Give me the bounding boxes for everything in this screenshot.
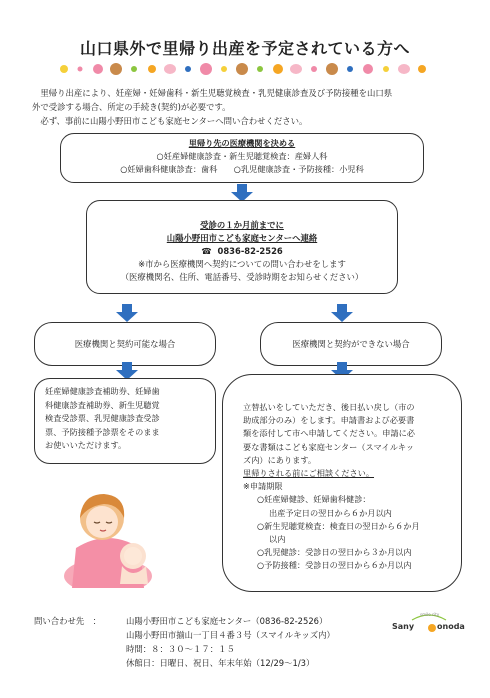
logo-text-right: onoda	[437, 622, 465, 631]
deadline-item: ○予防接種：受診日の翌日から６か月以内	[257, 560, 412, 571]
deadline-item: ○乳児健診：受診日の翌日から３か月以内	[257, 547, 412, 558]
contract-possible-info	[34, 378, 216, 464]
step2-heading-2: 山陽小野田市こども家庭センターへ連絡	[166, 233, 318, 243]
info-line: 検査受診票、乳児健康診査受診	[45, 413, 160, 423]
step1-box	[60, 133, 424, 183]
deadline-item: 以内	[269, 534, 286, 545]
step2-box	[86, 200, 398, 294]
intro-line-3: 必ず、事前に山陽小野田市こども家庭センターへ問い合わせください。	[40, 116, 308, 126]
step1-line-1: ○妊産婦健康診査・新生児聴覚検査：産婦人科	[156, 151, 328, 161]
deadline-item: ○妊産婦健診、妊婦歯科健診：	[257, 494, 371, 505]
contact-line: 山陽小野田市揃山一丁目４番３号（スマイルキッズ内）	[126, 630, 335, 640]
branch-contract-impossible: 医療機関と契約ができない場合	[260, 322, 442, 366]
decorative-border	[58, 60, 430, 78]
intro-line-1: 里帰り出産により、妊産婦・妊婦歯科・新生児聴覚検査・乳児健康診査及び予防接種を山口県	[40, 88, 393, 98]
step1-line-2: ○妊婦歯科健康診査：歯科 ○乳児健康診査・予防接種：小児科	[120, 164, 364, 174]
info-line: 立替払いをしていただき、後日払い戻し（市の	[243, 402, 415, 412]
step1-heading: 里帰り先の医療機関を決める	[188, 138, 296, 148]
info-line: 類を添付して市へ申請してください。申請に必	[243, 428, 415, 439]
page-title: 山口県外で里帰り出産を予定されている方へ	[79, 39, 410, 58]
info-line: 票、予防接種予診票をそのまま	[45, 426, 160, 437]
contact-line: 山陽小野田市こども家庭センター（0836-82-2526）	[126, 616, 328, 626]
contract-impossible-info	[222, 374, 462, 592]
arrow-down-icon	[116, 304, 138, 322]
contact-values	[126, 614, 426, 670]
intro-line-2: 外で受診する場合、所定の手続き(契約)が必要です。	[32, 102, 231, 112]
step2-note-1: ※市から医療機関へ契約についての問い合わせをします	[138, 259, 346, 269]
consult-notice: 里帰りされる前にご相談ください。	[243, 468, 375, 479]
phone-line	[87, 245, 397, 258]
contact-line: 休館日：日曜日、祝日、年末年始（12/29～1/3）	[126, 658, 315, 668]
mother-baby-illustration	[58, 488, 166, 588]
intro-text	[32, 86, 462, 128]
deadline-item: 出産予定日の翌日から６か月以内	[269, 507, 392, 518]
arrow-down-icon	[331, 304, 353, 322]
sanyo-onoda-logo	[392, 612, 466, 636]
step2-heading-1: 受診の１か月前までに	[200, 220, 284, 230]
contact-line: 時間：８：３０～１７：１５	[126, 644, 235, 654]
decoration-icons	[60, 63, 426, 75]
info-line: 科健康診査補助券、新生児聴覚	[45, 399, 160, 410]
logo-text-left: Sany	[392, 622, 415, 631]
info-line: お使いいただけます。	[45, 440, 127, 450]
deadline-item: ○新生児聴覚検査：検査日の翌日から６か月	[257, 520, 420, 531]
info-line: 妊産婦健康診査補助券、妊婦歯	[45, 386, 160, 396]
deadline-title: ※申請期限	[243, 481, 283, 492]
info-line: 要な書類はこども家庭センター（スマイルキッ	[243, 441, 415, 452]
phone-number: 0836-82-2526	[217, 246, 283, 256]
contact-label: 問い合わせ先 ：	[34, 616, 101, 626]
branch-contract-possible: 医療機関と契約可能な場合	[34, 322, 216, 366]
logo-small-text: smile city	[420, 612, 440, 617]
step2-note-2: （医療機関名、住所、電話番号、受診時期をお知らせください）	[120, 272, 364, 282]
info-line: ズ内）にあります。	[243, 454, 317, 465]
telephone-icon: ☎	[201, 246, 212, 256]
info-line: 助成部分のみ）をします。申請書および必要書	[243, 415, 415, 426]
